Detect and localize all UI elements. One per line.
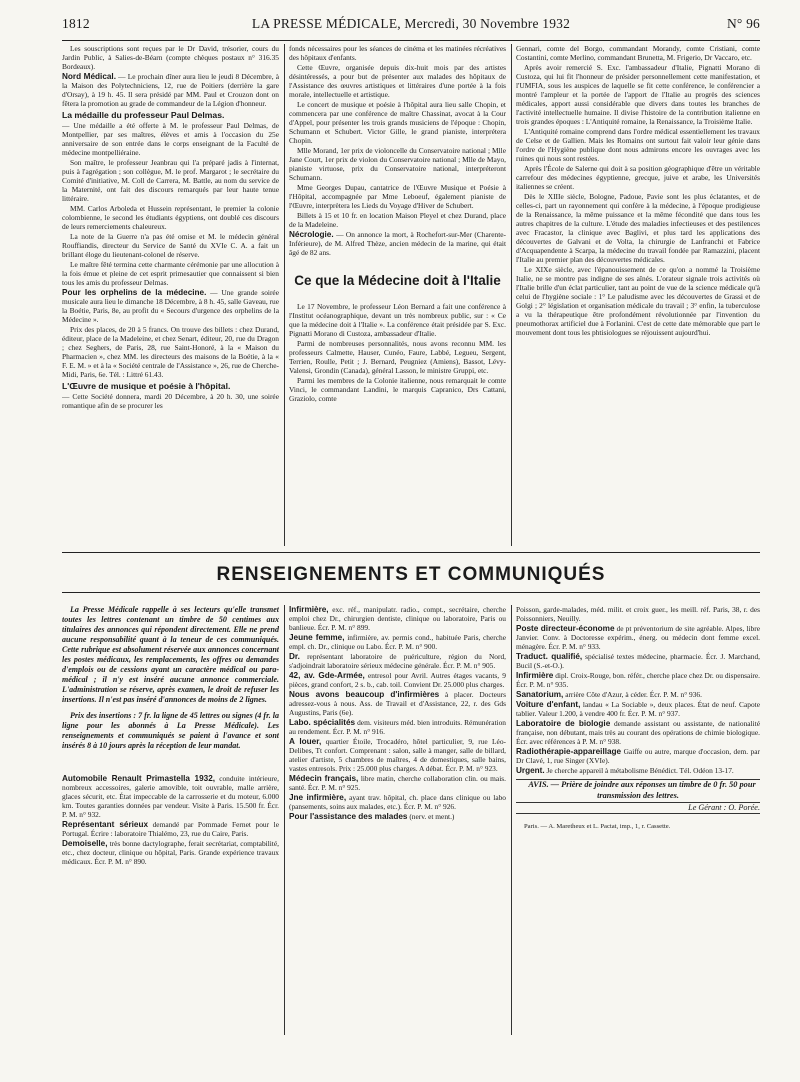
header-rule <box>62 40 760 41</box>
ad-text: de pt préventorium de site agréable. Alpes, libre Janvier. Conv. à Doctoresse expérim., énerg. ou médecin dont femme excel. ménagère. Écr. P. M. n° 933. <box>516 624 760 651</box>
news-heading: Pour les orphelins de la médecine. <box>62 288 207 297</box>
news-item <box>62 72 279 108</box>
news-text: — On annonce la mort, à Rochefort-sur-Mer (Charente-Inférieure), de M. Alfred Thèze, ancien médecin de la marine, qui était âgé de 82 ans. <box>289 230 506 257</box>
ads-column-1 <box>62 605 279 1045</box>
classified-ad <box>516 624 760 651</box>
paragraph: Mme Georges Dupau, cantatrice de l'Œuvre Musique et Poésie à l'Hôpital, accompagnée par Mme Leboeuf, également pianiste de l'Œuvre, interprètera les Lieds du Voyage d'Hiver de Schubert. <box>289 183 506 210</box>
paragraph: Prix des places, de 20 à 5 francs. On trouve des billets : chez Durand, éditeur, place de la Madeleine, et chez Senart, éditeur, 20, rue du Dragon ; chez Seghers, de Paris, 28, rue Saint-Honoré, à la « Maison du Pharmacien », chez MM. les directeurs des maisons de la Boétie, à la « F. E. M. » et à la « Société centrale de l'Assistance », 26, rue de Cherche-Midi, Paris, 6e. Tél. : Littré 61.43. <box>62 325 279 379</box>
ad-keyword: Dr. <box>289 652 300 661</box>
ad-keyword: Jne infirmière, <box>289 793 347 802</box>
news-text: — Une grande soirée musicale aura lieu le dimanche 18 Décembre, à 8 h. 45, salle Gaveau, rue la Boétie, Paris, 8e, au profit du « Secours d'urgence des orphelins de la Médecine ». <box>62 288 279 324</box>
column-rule <box>284 44 285 546</box>
ad-keyword: Représentant sérieux <box>62 820 149 829</box>
paragraph: Le 17 Novembre, le professeur Léon Bernard a fait une conférence à l'Institut océanographique, devant un très nombreux public, sur : « Ce que la médecine doit à l'Italie ». La conférence était présidée par S. Exc. Pignatti Morano di Custoza, ambassadeur d'Italie. <box>289 302 506 338</box>
journal-title: LA PRESSE MÉDICALE, Mercredi, 30 Novembre 1932 <box>251 16 571 31</box>
ad-keyword: Jeune femme, <box>289 633 345 642</box>
ad-text: exc. réf., manipulatr. radio., compt., secrétaire, cherche emploi chez Dr., chirurgien dentiste, clinique ou laboratoire, Paris ou banlieue. Écr. P. M. n° 899. <box>289 605 506 632</box>
paragraph: — Une médaille a été offerte à M. le professeur Paul Delmas, de Montpellier, par ses maîtres, élèves et amis à l'occasion du 25e anniversaire de son entrée dans le corps enseignant de la Faculté de médecine montpelliéraine. <box>62 121 279 157</box>
ad-keyword: Traduct. qualifié, <box>516 652 583 661</box>
ad-keyword: Pour l'assistance des malades <box>289 812 408 821</box>
ad-keyword: 42, av. Gde-Armée, <box>289 671 365 680</box>
ad-keyword: Radiothérapie-appareillage <box>516 747 622 756</box>
classified-ad <box>516 690 760 699</box>
ad-text: demande assistant ou assistante, de nationalité française, non débutant, mais très au courant des opérations de chimie biologique. Écr. avec références à P. M. n° 938. <box>516 719 760 746</box>
prices-text: Prix des insertions : 7 fr. la ligne de 45 lettres ou signes (4 fr. la ligne pour les abonnés à La Presse Médicale). Les renseignements et communiqués se paient à l'avance et sont insérés 8 à 10 jours après la réception de leur mandat. <box>62 711 279 750</box>
classified-ad <box>289 774 506 792</box>
ad-keyword: Demoiselle, <box>62 839 108 848</box>
issue-number: N° 96 <box>726 16 760 31</box>
paragraph: — Cette Société donnera, mardi 20 Décembre, à 20 h. 30, une soirée romantique afin de se procurer les <box>62 392 279 410</box>
news-heading: L'Œuvre de musique et poésie à l'hôpital. <box>62 381 231 391</box>
paragraph: Son maître, le professeur Jeanbrau qui l'a préparé jadis à l'internat, puis à l'agrégation ; son collègue, M. le prof. Margarot ; le secrétaire du Comité d'initiative, M. Coll de Carrera, M. Battle, au nom du service de la Maternité, ont fait des discours remarqués par leur haute tenue littéraire. <box>62 158 279 203</box>
page-number: 1812 <box>62 16 90 31</box>
classified-ad <box>516 747 760 765</box>
paragraph: fonds nécessaires pour les séances de cinéma et les matinées récréatives des hôpitaux d'enfants. <box>289 44 506 62</box>
classified-ad <box>289 605 506 632</box>
paragraph: Après l'École de Salerne qui doit à sa position géographique d'être un véritable carrefour des médecines égyptienne, grecque, juive et arabe, les Universités italiennes se créent. <box>516 164 760 191</box>
ad-text: Gaiffe ou autre, marque d'occasion, dem. par Dr Clavé, 1, rue Singer (XVIe). <box>516 747 760 765</box>
news-heading: Nord Médical. <box>62 72 116 81</box>
classified-ad <box>516 766 760 775</box>
ad-keyword: A louer, <box>289 737 322 746</box>
paragraph: L'Antiquité romaine comprend dans l'ordre médical essentiellement les travaux de Celse et de Gallien. Mais les Romains ont surtout fait valoir leur génie dans l'ordre de l'Hygiène publique dont nous admirons encore les ouvrages avec les ruines qui nous sont restées. <box>516 127 760 163</box>
ad-keyword: Infirmière, <box>289 605 329 614</box>
classified-ad <box>62 820 279 838</box>
ad-text: représentant laboratoire de puériculture, région du Nord, s'adjoindrait laboratoire sérieux médecine générale. Écr. P. M. n° 905. <box>289 652 506 670</box>
ads-column-3 <box>516 605 760 1045</box>
ad-keyword: Poste directeur-économe <box>516 624 615 633</box>
section-rule <box>62 592 760 593</box>
classified-ad <box>289 718 506 736</box>
ad-text: à placer. Docteurs adressez-vous à nous. Ass. de Travail et d'Assistance, 22, r. des Gds Augustins, Paris (6e). <box>289 690 506 717</box>
ad-text: libre matin, cherche collaboration clin. ou mais. santé. Écr. P. M. n° 925. <box>289 774 506 792</box>
ad-text: très bonne dactylographe, ferait secrétariat, comptabilité, etc., chez docteur, clinique ou hôpital, Paris. Grande expérience travaux médicaux. Écr. P. M. n° 890. <box>62 839 279 866</box>
classified-ad <box>289 671 506 689</box>
printer-imprint: Paris. — A. Maretheux et L. Pactat, imp., 1, r. Cassette. <box>516 813 760 831</box>
paragraph: Mlle Morand, 1er prix de violoncelle du Conservatoire national ; Mlle Jane Court, 1er prix de violon du Conservatoire national ; Mlle de Mayo, pianiste virtuose, prix du Conservatoire national, interpréteront Schumann. <box>289 146 506 182</box>
ad-text: entresol pour Avril. Autres étages vacants, 9 pièces, grand confort, 2 s. b., cab. toil. Convient Dr. 25.000 plus charges. <box>289 671 506 689</box>
column-rule <box>284 605 285 1035</box>
ad-text: landau « La Sociable », deux places. État de neuf. Capote tablier. Valeur 1.200, à vendre 400 fr. Écr. P. M. n° 937. <box>516 700 760 718</box>
ad-text: dipl. Croix-Rouge, bon. référ., cherche place chez Dr. ou dispensaire. Écr. P. M. n° 935. <box>516 671 760 689</box>
news-text: — Le prochain dîner aura lieu le jeudi 8 Décembre, à la Maison des Polytechniciens, 12, rue de Poitiers (derrière la gare d'Orsay), à 19 h. 45. Il sera présidé par MM. Paul et Crouzon dont on fêtera la promotion au grade de commandeur de la Légion d'honneur. <box>62 72 279 108</box>
news-heading: Nécrologie. <box>289 230 334 239</box>
paragraph: Dès le XIIIe siècle, Bologne, Padoue, Pavie sont les plus éclatantes, et de celles-ci, part un rayonnement qui confère à la médecine, à l'époque prodigieuse de la Renaissance, la même puissance et la même fécondité que dans tous les autres chapitres de la culture. L'étude des maladies infectieuses et des pestilences avec Fracastor, la clinique avec Baglivi, et plus tard les applications des découvertes de Galvani et de Volta, la chirurgie de Lanfranchi et Fabrice d'Acquapendente à Scarpa, la médecine du travail fondée par Ramazzini, placent l'Italie au premier plan des découvertes médicales. <box>516 192 760 264</box>
ad-text: dem. visiteurs méd. bien introduits. Rémunération au rendement. Écr. P. M. n° 916. <box>289 718 506 736</box>
paragraph: Cette Œuvre, organisée depuis dix-huit mois par des artistes désintéressés, a pour but de présenter aux malades des hôpitaux de l'Assistance des œuvres artistiques et littéraires d'une portée à la fois morale, intellectuelle et artistique. <box>289 63 506 99</box>
notice-text: La Presse Médicale rappelle à ses lecteurs qu'elle transmet toutes les lettres contenant un timbre de 50 centimes aux titulaires des annonces qui répondent directement. Elle ne prend aucune responsabilité quant à la teneur de ces communiqués. Cette rubrique est absolument réservée aux annonces concernant les postes médicaux, les remplacements, les offres ou demandes d'emplois ou de cessions ayant un caractère médical ou para-médical ; il n'y est inséré aucune annonce commerciale. L'administration se réserve, après examen, le droit de refuser les insertions. Il n'est pas inséré d'annonces de moins de 2 lignes. <box>62 605 279 704</box>
classified-ad <box>289 793 506 811</box>
running-header <box>62 16 760 36</box>
ad-keyword: Laboratoire de biologie <box>516 719 611 728</box>
classified-ad <box>516 671 760 689</box>
ad-text: quartier Étoile, Trocadéro, hôtel particulier, 9, rue Léo-Delibes, Tt confort. Comprenant : salon, salle à manger, salle de billard, atelier d'artiste, 5 chambres de maîtres, 4 de domestiques, salle bains, vastes entresols. Prix : 25.000 plus charges. A débat. Écr. P. M. n° 923. <box>289 737 506 773</box>
ad-text: arrière Côte d'Azur, à céder. Écr. P. M. n° 936. <box>565 690 702 699</box>
avis-notice: AVIS. — Prière de joindre aux réponses un timbre de 0 fr. 50 pour transmission des lettres. <box>528 780 756 800</box>
classified-ad <box>516 652 760 670</box>
news-item <box>289 230 506 257</box>
paragraph: Après avoir remercié S. Exc. l'ambassadeur d'Italie, Pignatti Morano di Custoza, qui lui fit l'honneur de présider personnellement cette manifestation, et l'UMFIA, sous les auspices de laquelle se fit cette conférence, le conférencier a montré l'ampleur et la portée de l'apport de l'Italie au progrès des sciences médicales, apport aussi considérable que divers dans toutes les branches de l'activité intellectuelle humaine. Il divise l'histoire de la contribution italienne en trois grandes époques : L'Antiquité romaine, la Renaissance, la Troisième Italie. <box>516 63 760 126</box>
classified-ad <box>289 633 506 651</box>
paragraph: Les souscriptions sont reçues par le Dr David, trésorier, cours du Jardin Public, à Salies-de-Béarn (compte chèques postaux n° 316.35 Bordeaux). <box>62 44 279 71</box>
news-heading: La médaille du professeur Paul Delmas. <box>62 110 225 120</box>
classified-ad <box>289 812 506 821</box>
ad-keyword: Labo. spécialités <box>289 718 356 727</box>
classified-ad <box>62 839 279 866</box>
paragraph: Parmi de nombreuses personnalités, nous avons reconnu MM. les professeurs Calmette, Hauser, Cunéo, Faure, Labbé, Legueu, Sergent, Terrien, Roulle, Petit ; J. Bernard, Peugniez (Amiens), Bassot, Lévy-Valensi, Grondin (Canada), général Lasson, le ministre Gruppi, etc. <box>289 339 506 375</box>
classified-ad: Poisson, garde-malades, méd. milit. et croix guer., les meill. réf. Paris, 38, r. des Poissonniers, Neuilly. <box>516 605 760 623</box>
ads-column-2 <box>289 605 506 1045</box>
ad-keyword: Sanatorium, <box>516 690 564 699</box>
top-column-3 <box>516 44 760 548</box>
classified-ad <box>516 700 760 718</box>
ad-text: conduite intérieure, nombreux accessoires, galerie amovible, toit ouvrable, malle arrière, glaces sécurit, etc. État impeccable de la carrosserie et du moteur, 6.000 km. Toutes garanties données par vendeur. Visite à Paris. 15.500 fr. Écr. P. M. n° 932. <box>62 774 279 819</box>
ad-keyword: Médecin français, <box>289 774 359 783</box>
paragraph: Gennari, comte del Borgo, commandant Morandy, comte Cristiani, comte Costantini, comte Merlino, commandant Brunetta, M. Frigerio, Dr Vaccaro, etc. <box>516 44 760 62</box>
ad-keyword: Automobile Renault Primastella 1932, <box>62 774 216 783</box>
ad-keyword: Urgent. <box>516 766 545 775</box>
ad-text: spécialisé textes médecine, pharmacie. Écr. J. Marchand, Bucil (S.-et-O.). <box>516 652 760 670</box>
paragraph: Parmi les membres de la Colonie italienne, nous remarquait le comte Vinci, le commandant Landini, le marquis Capranico, Drs Cattani, Graziolo, comte <box>289 376 506 403</box>
paragraph: Le XIXe siècle, avec l'épanouissement de ce qu'on a nommé la Troisième Italie, ne se montre pas indigne de ses aînés. L'orateur signale trois activités où l'Italie brille d'un éclat particulier, tant au point de vue de la science médicale qu'à celui de l'hygiène sociale : 1° Le paludisme avec les découvertes de Grassi et de Golgi ; 2° législation et organisation médicale du travail ; 3° enfin, la tuberculose a vu la thérapeutique être profondément révolutionnée par l'invention du pneumothorax artificiel due à Forlanini. C'est de cette date mémorable que part le mouvement dont tous les phtisiologues se réjouissent aujourd'hui. <box>516 265 760 337</box>
ad-text: (nerv. et ment.) <box>409 812 455 821</box>
ad-text: demandé par Pommade Fernet pour le Portugal. Écrire : laboratoire Thialémo, 23, rue du Caire, Paris. <box>62 820 279 838</box>
paragraph: Billets à 15 et 10 fr. en location Maison Pleyel et chez Durand, place de la Madeleine. <box>289 211 506 229</box>
classified-ad <box>289 690 506 717</box>
news-item <box>62 288 279 324</box>
column-rule <box>511 605 512 1035</box>
classified-ad <box>289 737 506 773</box>
top-column-1 <box>62 44 279 548</box>
ad-text: infirmière, av. permis cond., habituée Paris, cherche empl. ch. Dr., clinique ou Labo. Écr. P. M. n° 900. <box>289 633 506 651</box>
paragraph: MM. Carlos Arboleda et Hussein représentant, le premier la colonie colombienne, le second les étudiants égyptiens, ont doublé ces discours de leurs remerciements chaleureux. <box>62 204 279 231</box>
classified-ad <box>289 652 506 670</box>
ad-keyword: Voiture d'enfant, <box>516 700 581 709</box>
classified-ad <box>62 774 279 819</box>
ad-text: Je cherche appareil à métabolisme Bénédict. Tél. Odéon 13-17. <box>546 766 734 775</box>
paragraph: La note de la Guerre n'a pas été omise et M. le médecin général Rouffiandis, directeur du Service de Santé du XVIe C. A. a fait un brillant éloge du lieutenant-colonel de réserve. <box>62 232 279 259</box>
ad-keyword: Nous avons beaucoup d'infirmières <box>289 690 440 699</box>
article-title: Ce que la Médecine doit à l'Italie <box>294 273 501 288</box>
top-column-2 <box>289 44 506 548</box>
column-rule <box>511 44 512 546</box>
section-banner: RENSEIGNEMENTS ET COMMUNIQUÉS <box>216 564 606 585</box>
paragraph: Le concert de musique et poésie à l'hôpital aura lieu salle Chopin, et commencera par une conférence de maître Chassinat, avocat à la Cour d'Appel, pour présenter les trois grands musiciens de l'époque : Chopin, Schumann et Schubert. Victor Gille, le grand pianiste, interprétera Chopin. <box>289 100 506 145</box>
gerant-signature: Le Gérant : O. Porée. <box>688 803 760 812</box>
paragraph: Le maître fêté termina cette charmante cérémonie par une allocution à la fois émue et pleine de cet esprit primesautier que connaissent si bien tous les amis du professeur Delmas. <box>62 260 279 287</box>
classified-ad <box>516 719 760 746</box>
section-rule <box>62 552 760 553</box>
ad-keyword: Infirmière <box>516 671 554 680</box>
ad-text: ayant trav. hôpital, ch. place dans clinique ou labo (pansements, soins aux malades, etc.). Écr. P. M. n° 926. <box>289 793 506 811</box>
